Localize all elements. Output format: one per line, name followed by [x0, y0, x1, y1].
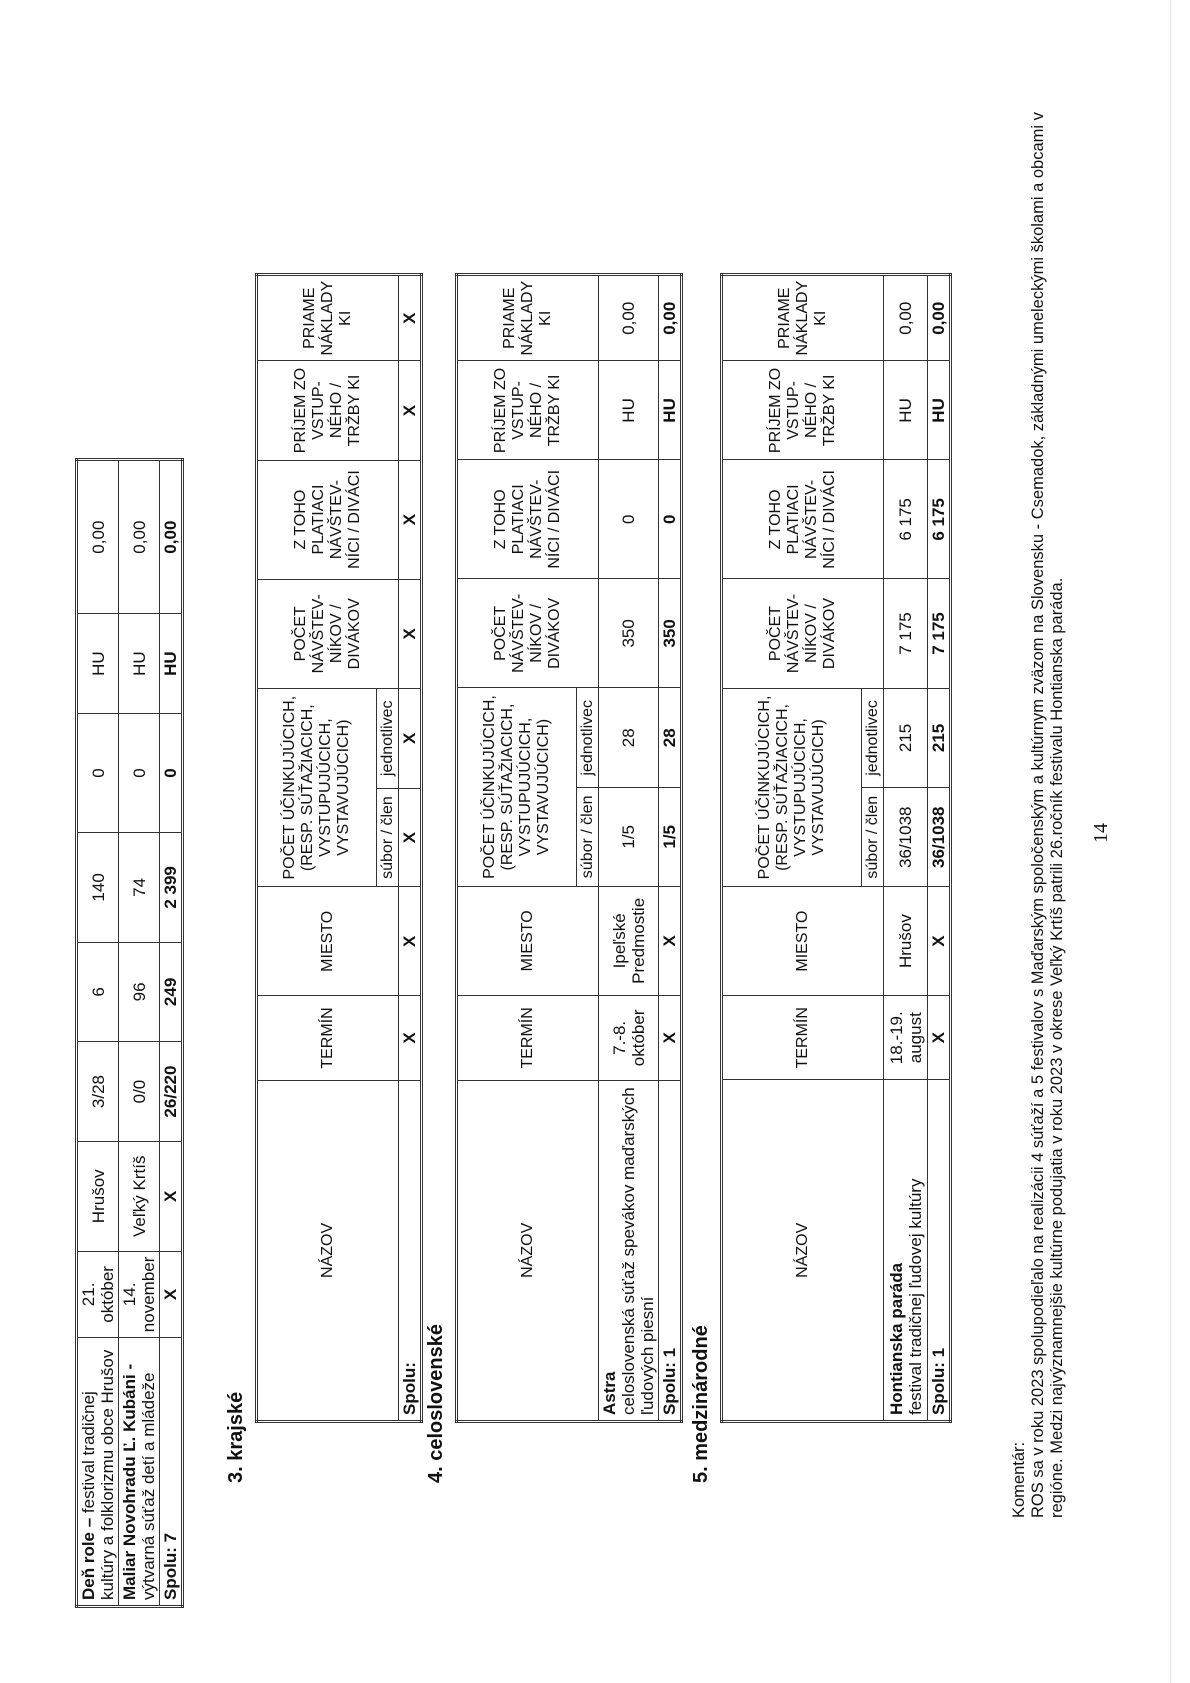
comment-block [1010, 68, 1067, 1518]
header-row [457, 275, 577, 1422]
comment-text: ROS sa v roku 2023 spolupodieľalo na realizácii 4 súťaží a 5 festivalov s Maďarským spoločenským a kultúrnym zväzom na Slovensku - Csemadok, základnými umeleckými školami a obcami v regióne. Medzi najvýznamnejšie kultúrne podujatia v roku 2023 v okrese Veľký Krtíš patrili 26.ročník festivalu Hontianska paráda. [1029, 112, 1066, 1518]
event-name: Hontianska paráda festival tradičnej ľudovej kultúry [884, 1080, 928, 1422]
income-cell: HU [884, 361, 928, 460]
total-row [160, 460, 183, 1607]
place-cell: Veľký Krtíš [119, 1141, 160, 1251]
header-term: TERMÍN [722, 995, 884, 1080]
place-cell: Ipeľské Predmostie [599, 886, 659, 996]
income-cell: HU [160, 614, 183, 714]
header-place: MIESTO [722, 887, 884, 996]
total-label: Spolu: 1 [928, 1080, 951, 1422]
individual-cell: X [399, 688, 422, 788]
section-title-national: 4. celoslovenské [425, 1324, 447, 1483]
costs-cell: 0,00 [77, 460, 119, 614]
place-cell: Hrušov [884, 887, 928, 996]
table-row [119, 460, 160, 1607]
costs-cell: 0,00 [599, 275, 659, 361]
paying-cell: 0 [659, 460, 682, 579]
paying-cell: 0 [599, 460, 659, 579]
header-individual: jednotlivec [862, 688, 884, 788]
visitors-cell: 7 175 [928, 579, 951, 688]
costs-cell: 0,00 [119, 460, 160, 614]
header-ensemble: súbor / člen [862, 788, 884, 887]
costs-cell: X [399, 275, 422, 361]
header-income: PRÍJEM ZO VSTUP-NÉHO / TRŽBY KI [257, 361, 399, 460]
header-visitors: POČET NÁVŠTEV-NÍKOV / DIVÁKOV [722, 579, 884, 688]
header-participants: POČET ÚČINKUJÚCICH, (RESP. SÚŤAŽIACICH, VYSTUPUJÚCICH, VYSTAVUJÚCICH) [722, 688, 862, 887]
section-title-regional: 3. krajské [225, 1391, 247, 1483]
total-row [399, 275, 422, 1422]
header-income: PRÍJEM ZO VSTUP-NÉHO / TRŽBY KI [722, 361, 884, 460]
header-paying: Z TOHO PLATIACI NÁVŠTEV-NÍCI / DIVÁCI [457, 460, 599, 579]
header-name: NÁZOV [722, 1080, 884, 1422]
place-cell: Hrušov [77, 1141, 119, 1251]
place-cell: X [659, 886, 682, 996]
costs-cell: 0,00 [884, 275, 928, 361]
ensemble-cell: X [399, 788, 422, 887]
section-title-international: 5. medzinárodné [690, 1325, 712, 1483]
event-name: Deň role – festival tradičnej kultúry a folklorizmu obce Hrušov [77, 1338, 119, 1607]
header-individual: jednotlivec [377, 688, 399, 788]
header-place: MIESTO [457, 886, 599, 996]
visitors-cell: 140 [77, 833, 119, 943]
header-income: PRÍJEM ZO VSTUP-NÉHO / TRŽBY KI [457, 361, 599, 460]
header-participants: POČET ÚČINKUJÚCICH, (RESP. SÚŤAŽIACICH, VYSTUPUJÚCICH, VYSTAVUJÚCICH) [257, 688, 377, 886]
income-cell: HU [599, 361, 659, 460]
table-regional [255, 273, 423, 1423]
visitors-cell: 7 175 [884, 579, 928, 688]
term-cell: 18.-19. august [884, 995, 928, 1080]
header-ensemble: súbor / člen [377, 788, 399, 887]
header-term: TERMÍN [457, 996, 599, 1081]
header-term: TERMÍN [257, 996, 399, 1081]
paying-cell: X [399, 460, 422, 579]
total-label: Spolu: 1 [659, 1080, 682, 1421]
ensemble-cell: 36/1038 [884, 788, 928, 887]
term-cell: 7.-8. október [599, 996, 659, 1081]
header-costs: PRIAME NÁKLADY KI [722, 275, 884, 361]
individual-cell: 215 [884, 688, 928, 788]
individual-cell: 215 [928, 688, 951, 788]
total-row [928, 275, 951, 1422]
comment-label: Komentár: [1010, 1441, 1028, 1518]
table-international [720, 273, 952, 1423]
visitors-cell: 350 [599, 579, 659, 688]
costs-cell: 0,00 [659, 275, 682, 361]
table-row [77, 460, 119, 1607]
individual-cell: 249 [160, 942, 183, 1042]
header-participants: POČET ÚČINKUJÚCICH, (RESP. SÚŤAŽIACICH, VYSTUPUJÚCICH, VYSTAVUJÚCICH) [457, 688, 577, 886]
ensemble-cell: 36/1038 [928, 788, 951, 887]
visitors-cell: 74 [119, 833, 160, 943]
individual-cell: 96 [119, 942, 160, 1042]
total-label: Spolu: [399, 1080, 422, 1421]
individual-cell: 28 [659, 688, 682, 788]
visitors-cell: X [399, 579, 422, 688]
event-name: Astra celoslovenská súťaž spevákov maďarských ľudových piesní [599, 1080, 659, 1421]
header-costs: PRIAME NÁKLADY KI [257, 275, 399, 361]
ensemble-cell: 0/0 [119, 1042, 160, 1142]
event-name: Maliar Novohradu Ľ. Kubáni - výtvarná súťaž detí a mládeže [119, 1338, 160, 1607]
total-label: Spolu: 7 [160, 1338, 183, 1607]
header-row [722, 275, 862, 1422]
header-paying: Z TOHO PLATIACI NÁVŠTEV-NÍCI / DIVÁCI [257, 460, 399, 579]
income-cell: HU [928, 361, 951, 460]
table-row [599, 275, 659, 1422]
table-national [455, 273, 683, 1423]
paying-cell: 0 [119, 713, 160, 832]
visitors-cell: 350 [659, 579, 682, 688]
income-cell: HU [659, 361, 682, 460]
costs-cell: 0,00 [928, 275, 951, 361]
header-individual: jednotlivec [577, 688, 599, 788]
ensemble-cell: 1/5 [599, 788, 659, 887]
income-cell: HU [119, 614, 160, 714]
header-name: NÁZOV [457, 1080, 599, 1421]
costs-cell: 0,00 [160, 460, 183, 614]
page-number: 14 [1090, 823, 1112, 843]
income-cell: HU [77, 614, 119, 714]
ensemble-cell: 3/28 [77, 1042, 119, 1142]
ensemble-cell: 26/220 [160, 1042, 183, 1142]
header-place: MIESTO [257, 887, 399, 996]
paying-cell: 6 175 [884, 460, 928, 579]
term-cell: X [160, 1251, 183, 1338]
paying-cell: 0 [77, 713, 119, 832]
header-visitors: POČET NÁVŠTEV-NÍKOV / DIVÁKOV [457, 579, 599, 688]
individual-cell: 6 [77, 942, 119, 1042]
ensemble-cell: 1/5 [659, 788, 682, 887]
header-paying: Z TOHO PLATIACI NÁVŠTEV-NÍCI / DIVÁCI [722, 460, 884, 579]
paying-cell: 0 [160, 713, 183, 832]
term-cell: X [928, 995, 951, 1080]
table-regional-continued [75, 458, 184, 1608]
header-name: NÁZOV [257, 1080, 399, 1421]
page-edge-divider [1170, 0, 1171, 1683]
term-cell: X [659, 996, 682, 1081]
term-cell: X [399, 996, 422, 1081]
header-ensemble: súbor / člen [577, 788, 599, 887]
income-cell: X [399, 361, 422, 460]
total-row [659, 275, 682, 1422]
visitors-cell: 2 399 [160, 833, 183, 943]
header-row [257, 275, 377, 1422]
term-cell: 14. november [119, 1251, 160, 1338]
table-row [884, 275, 928, 1422]
header-visitors: POČET NÁVŠTEV-NÍKOV / DIVÁKOV [257, 579, 399, 688]
place-cell: X [928, 887, 951, 996]
place-cell: X [160, 1141, 183, 1251]
paying-cell: 6 175 [928, 460, 951, 579]
header-costs: PRIAME NÁKLADY KI [457, 275, 599, 361]
term-cell: 21. október [77, 1251, 119, 1338]
individual-cell: 28 [599, 688, 659, 788]
place-cell: X [399, 887, 422, 996]
